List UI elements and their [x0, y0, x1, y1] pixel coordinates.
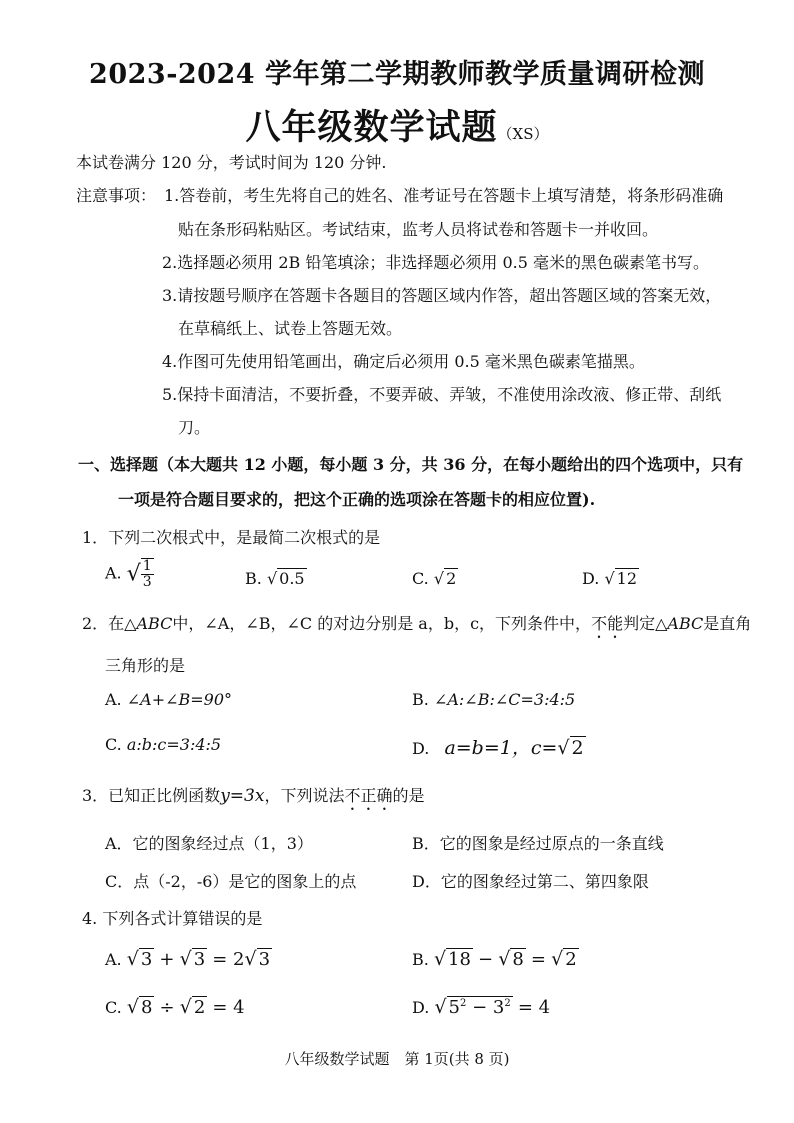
- note-1b: 贴在条形码粘贴区。考试结束，监考人员将试卷和答题卡一并收回。: [178, 220, 659, 239]
- q2-option-a: [105, 690, 232, 709]
- notes-label: 注意事项：: [76, 186, 157, 205]
- q4-b-radicand-2: 8: [512, 949, 524, 970]
- q2-stem-line2: 三角形的是: [105, 656, 186, 675]
- page-footer: 八年级数学试题 第 1页(共 8 页): [284, 1050, 510, 1068]
- note-2: 2.选择题必须用 2B 铅笔填涂；非选择题必须用 0.5 毫米的黑色碳素笔书写。: [162, 253, 709, 272]
- q2-option-d: D. a=b=1，c=√ 2: [412, 737, 584, 759]
- q1-option-b: B. √ 0.5: [245, 569, 305, 588]
- exam-title-tag: （XS）: [497, 125, 549, 143]
- q1-option-a: A. √ $\frac{1}{3}$: [105, 558, 152, 590]
- q4-b-radicand-3: 2: [565, 949, 577, 970]
- q3-stem-a: 3．已知正比例函数: [82, 786, 221, 805]
- q4-a-radicand-3: 3: [258, 949, 271, 970]
- exam-subject-title: 八年级数学试题: [245, 107, 498, 148]
- q2-d-text: a=b=1，c=: [444, 737, 558, 759]
- q2-c-text: a:b:c=3:4:5: [126, 735, 222, 754]
- q4-d-exp-1: 2: [460, 998, 467, 1009]
- q4-c-radicand-1: 8: [140, 997, 153, 1018]
- q1-d-label: D.: [582, 569, 600, 588]
- note-3a: 3.请按题号顺序在答题卡各题目的答题区域内作答，超出答题区域的答案无效，: [162, 286, 722, 305]
- q2-stem-d: 是直角: [703, 614, 752, 633]
- q4-a-operator: +: [159, 949, 175, 970]
- q3-emphasis: 不正确: [344, 786, 393, 805]
- q1-option-d: D. √ 12: [582, 569, 637, 588]
- note-5a: 5.保持卡面清洁，不要折叠，不要弄破、弄皱，不准使用涂改液、修正带、刮纸: [162, 385, 722, 404]
- note-5b: 刀。: [178, 418, 211, 437]
- section1-heading-a: 一、选择题（本大题共 12 小题，每小题 3 分，共 36 分，在每小题给出的四个选项中，只有: [78, 455, 744, 474]
- q4-b-radicand-1: 18: [448, 949, 471, 970]
- q4-d-base-1: 5: [448, 997, 460, 1018]
- q1-stem: 1．下列二次根式中，是最简二次根式的是: [82, 528, 381, 547]
- q4-c-label: C.: [105, 998, 122, 1017]
- q2-d-radicand: 2: [571, 737, 584, 759]
- q2-stem-a: 2．在△: [82, 614, 137, 633]
- q4-b-equals: =: [530, 949, 546, 970]
- q1-c-label: C.: [412, 569, 429, 588]
- q2-option-c: [105, 735, 221, 754]
- q4-option-b: B. √ 18 − √ 8 = √ 2: [412, 948, 577, 970]
- q4-option-a: A. √ 3 + √ 3 = 2√ 3: [105, 948, 271, 970]
- q1-a-fraction: [141, 558, 154, 590]
- q2-a-text: ∠A+∠B=90°: [126, 690, 233, 709]
- q3-function: y=3x: [220, 786, 265, 806]
- q3-stem-c: 的是: [392, 786, 425, 805]
- q4-b-operator: −: [478, 949, 494, 970]
- q4-a-radicand-2: 3: [193, 949, 206, 970]
- q2-c-label: C.: [105, 735, 122, 754]
- q4-a-label: A.: [105, 950, 122, 969]
- q3-stem: [82, 783, 425, 814]
- q4-stem: 4. 下列各式计算错误的是: [82, 909, 263, 928]
- q3-option-a: A．它的图象经过点（1，3）: [105, 834, 313, 853]
- q4-a-radicand-1: 3: [140, 949, 153, 970]
- q3-option-c: C．点（-2，-6）是它的图象上的点: [105, 872, 357, 891]
- exam-title-line1: 2023-2024 学年第二学期教师教学质量调研检测: [89, 59, 705, 90]
- q4-a-equals: = 2: [212, 949, 245, 970]
- q4-c-operator: ÷: [159, 997, 175, 1018]
- note-1a: 1.答卷前，考生先将自己的姓名、准考证号在答题卡上填写清楚，将条形码准确: [164, 186, 724, 205]
- exam-info: 本试卷满分 120 分，考试时间为 120 分钟.: [76, 153, 387, 172]
- q4-d-minus-base-2: − 3: [466, 997, 505, 1018]
- q1-option-c: C. √ 2: [412, 569, 457, 588]
- q2-option-b: [412, 690, 575, 709]
- q1-c-radicand: 2: [446, 569, 457, 588]
- q1-d-radicand: 12: [616, 569, 637, 588]
- q2-d-label: D.: [412, 739, 430, 758]
- q4-b-label: B.: [412, 950, 429, 969]
- note-3b: 在草稿纸上、试卷上答题无效。: [178, 319, 403, 338]
- q2-a-label: A.: [105, 690, 122, 709]
- section1-heading-b: 一项是符合题目要求的，把这个正确的选项涂在答题卡的相应位置).: [118, 490, 596, 509]
- q4-d-exp-2: 2: [504, 998, 511, 1009]
- q1-b-label: B.: [245, 569, 262, 588]
- q1-b-radicand: 0.5: [279, 569, 305, 588]
- q1-a-denominator: 3: [142, 574, 152, 590]
- q4-d-equals: = 4: [517, 997, 551, 1018]
- note-4: 4.作图可先使用铅笔画出，确定后必须用 0.5 毫米黑色碳素笔描黑。: [162, 352, 645, 371]
- q3-option-d: D．它的图象经过第二、第四象限: [412, 872, 649, 891]
- q2-triangle-name-2: ABC: [667, 614, 704, 633]
- q4-c-radicand-2: 2: [193, 997, 206, 1018]
- q4-option-d: D. √ $5^2 - 3^2 = 4$: [412, 996, 551, 1018]
- q4-d-label: D.: [412, 998, 430, 1017]
- q2-b-text: ∠A:∠B:∠C=3:4:5: [433, 690, 576, 709]
- q4-d-radicand: [447, 996, 513, 1018]
- q2-stem-b: 中，∠A，∠B，∠C 的对边分别是 a，b，c，下列条件中，: [172, 614, 592, 633]
- q4-c-equals: = 4: [212, 997, 245, 1018]
- q4-option-c: C. √ 8 ÷ √ 2 = 4: [105, 996, 245, 1018]
- q1-a-numerator: 1: [142, 558, 152, 574]
- q2-triangle-name: ABC: [136, 614, 173, 633]
- q1-a-label: A.: [105, 563, 122, 583]
- q2-emphasis: 不能: [591, 614, 624, 633]
- q3-option-b: B．它的图象是经过原点的一条直线: [412, 834, 664, 853]
- q2-stem: [82, 611, 751, 642]
- exam-title-line2: [0, 100, 794, 150]
- q3-stem-b: ，下列说法: [264, 786, 345, 805]
- q2-stem-c: 判定△: [623, 614, 668, 633]
- q2-b-label: B.: [412, 690, 429, 709]
